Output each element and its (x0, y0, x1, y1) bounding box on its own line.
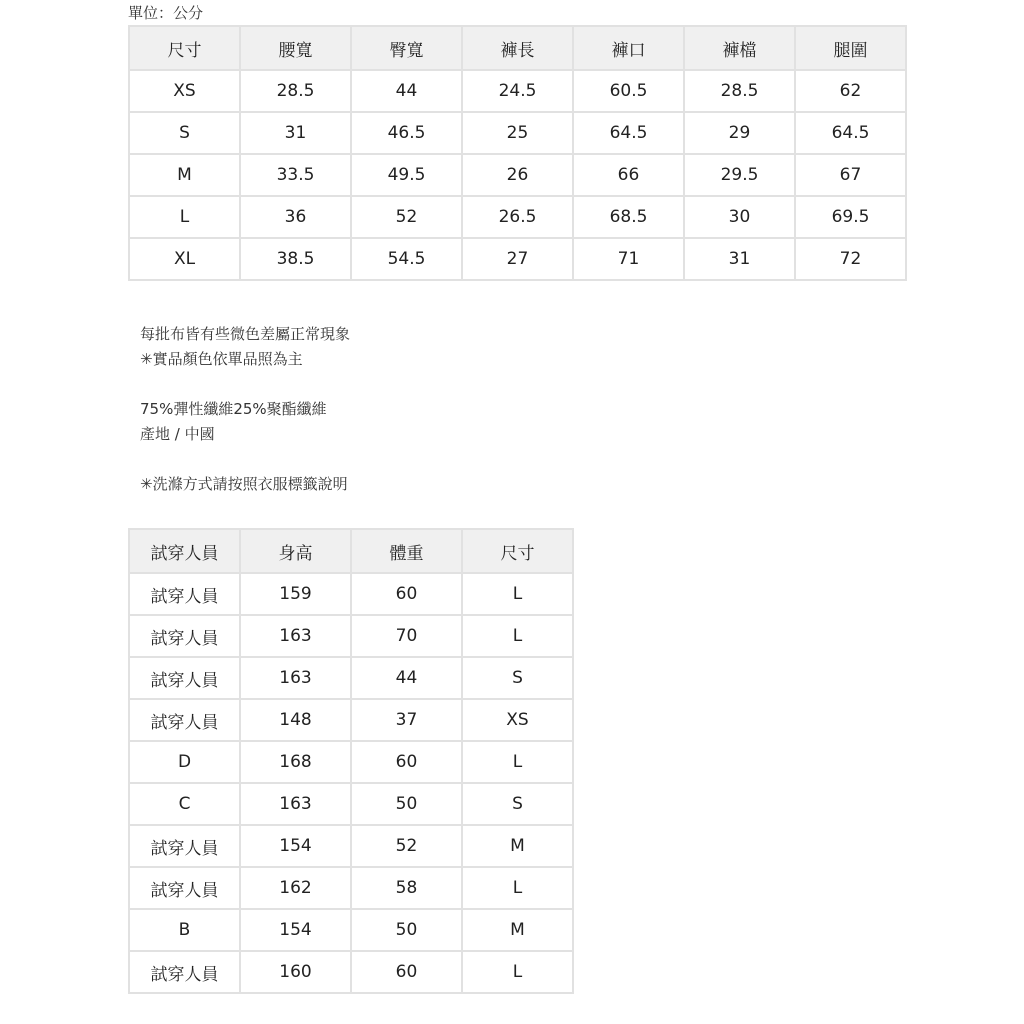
header-size: 尺寸 (129, 26, 240, 70)
table-cell: 66 (573, 154, 684, 196)
header-weight: 體重 (351, 529, 462, 573)
table-cell: 49.5 (351, 154, 462, 196)
table-cell: 64.5 (795, 112, 906, 154)
table-cell: 70 (351, 615, 462, 657)
note-origin: 產地 / 中國 (140, 425, 215, 443)
size-chart-row (129, 70, 906, 112)
table-cell: 52 (351, 825, 462, 867)
table-cell: C (129, 783, 240, 825)
product-notes (140, 322, 350, 497)
header-length: 褲長 (462, 26, 573, 70)
table-cell: 69.5 (795, 196, 906, 238)
fitting-row (129, 573, 573, 615)
header-hem: 褲口 (573, 26, 684, 70)
table-cell: 33.5 (240, 154, 351, 196)
fitting-row (129, 657, 573, 699)
table-cell: 68.5 (573, 196, 684, 238)
table-cell: 163 (240, 615, 351, 657)
table-cell: 26.5 (462, 196, 573, 238)
table-cell: 試穿人員 (129, 615, 240, 657)
fitting-header-row (129, 529, 573, 573)
table-cell: 162 (240, 867, 351, 909)
table-cell: 26 (462, 154, 573, 196)
note-color-variance: 每批布皆有些微色差屬正常現象 (140, 325, 351, 343)
table-cell: D (129, 741, 240, 783)
note-washing: ✳洗滌方式請按照衣服標籤說明 (140, 475, 348, 493)
table-cell: XS (462, 699, 573, 741)
table-cell: M (462, 825, 573, 867)
header-height: 身高 (240, 529, 351, 573)
table-cell: XS (129, 70, 240, 112)
table-cell: L (462, 951, 573, 993)
table-cell: 24.5 (462, 70, 573, 112)
table-cell: L (462, 615, 573, 657)
table-cell: 159 (240, 573, 351, 615)
table-cell: 62 (795, 70, 906, 112)
table-cell: 54.5 (351, 238, 462, 280)
note-material: 75%彈性纖維25%聚酯纖維 (140, 400, 327, 418)
table-cell: S (462, 783, 573, 825)
fitting-row (129, 741, 573, 783)
table-cell: XL (129, 238, 240, 280)
table-cell: S (462, 657, 573, 699)
table-cell: 試穿人員 (129, 699, 240, 741)
table-cell: 64.5 (573, 112, 684, 154)
table-cell: 30 (684, 196, 795, 238)
table-cell: 163 (240, 657, 351, 699)
table-cell: 31 (240, 112, 351, 154)
table-cell: 28.5 (684, 70, 795, 112)
table-cell: 28.5 (240, 70, 351, 112)
fitting-row (129, 825, 573, 867)
table-cell: 67 (795, 154, 906, 196)
table-cell: 72 (795, 238, 906, 280)
table-cell: 44 (351, 70, 462, 112)
table-cell: 試穿人員 (129, 825, 240, 867)
table-cell: L (462, 867, 573, 909)
fitting-row (129, 783, 573, 825)
table-cell: 29 (684, 112, 795, 154)
table-cell: 試穿人員 (129, 951, 240, 993)
fitting-row (129, 909, 573, 951)
size-chart-header-row (129, 26, 906, 70)
header-thigh: 腿圍 (795, 26, 906, 70)
header-waist: 腰寬 (240, 26, 351, 70)
table-cell: 46.5 (351, 112, 462, 154)
table-cell: B (129, 909, 240, 951)
table-cell: 58 (351, 867, 462, 909)
table-cell: L (462, 741, 573, 783)
fitting-row (129, 867, 573, 909)
table-cell: 154 (240, 825, 351, 867)
table-cell: 31 (684, 238, 795, 280)
table-cell: 50 (351, 783, 462, 825)
table-cell: L (129, 196, 240, 238)
table-cell: 168 (240, 741, 351, 783)
size-chart-row (129, 154, 906, 196)
table-cell: 試穿人員 (129, 573, 240, 615)
header-rise: 褲檔 (684, 26, 795, 70)
table-cell: 50 (351, 909, 462, 951)
table-cell: 60 (351, 741, 462, 783)
table-cell: 154 (240, 909, 351, 951)
fitting-table (128, 528, 574, 994)
table-cell: 37 (351, 699, 462, 741)
table-cell: 36 (240, 196, 351, 238)
table-cell: 160 (240, 951, 351, 993)
fitting-row (129, 615, 573, 657)
header-model: 試穿人員 (129, 529, 240, 573)
size-chart-row (129, 112, 906, 154)
fitting-row (129, 699, 573, 741)
table-cell: 25 (462, 112, 573, 154)
table-cell: 27 (462, 238, 573, 280)
header-hip: 臀寬 (351, 26, 462, 70)
table-cell: L (462, 573, 573, 615)
header-worn-size: 尺寸 (462, 529, 573, 573)
table-cell: 38.5 (240, 238, 351, 280)
fitting-row (129, 951, 573, 993)
unit-label: 單位：公分 (128, 4, 204, 22)
size-chart-row (129, 196, 906, 238)
table-cell: 試穿人員 (129, 867, 240, 909)
table-cell: 60.5 (573, 70, 684, 112)
table-cell: 163 (240, 783, 351, 825)
size-chart-table (128, 25, 907, 281)
table-cell: M (462, 909, 573, 951)
table-cell: 44 (351, 657, 462, 699)
size-chart-row (129, 238, 906, 280)
table-cell: 29.5 (684, 154, 795, 196)
table-cell: 52 (351, 196, 462, 238)
table-cell: 148 (240, 699, 351, 741)
table-cell: 60 (351, 573, 462, 615)
table-cell: S (129, 112, 240, 154)
note-color-reference: ✳實品顏色依單品照為主 (140, 350, 303, 368)
table-cell: 試穿人員 (129, 657, 240, 699)
table-cell: M (129, 154, 240, 196)
table-cell: 71 (573, 238, 684, 280)
table-cell: 60 (351, 951, 462, 993)
